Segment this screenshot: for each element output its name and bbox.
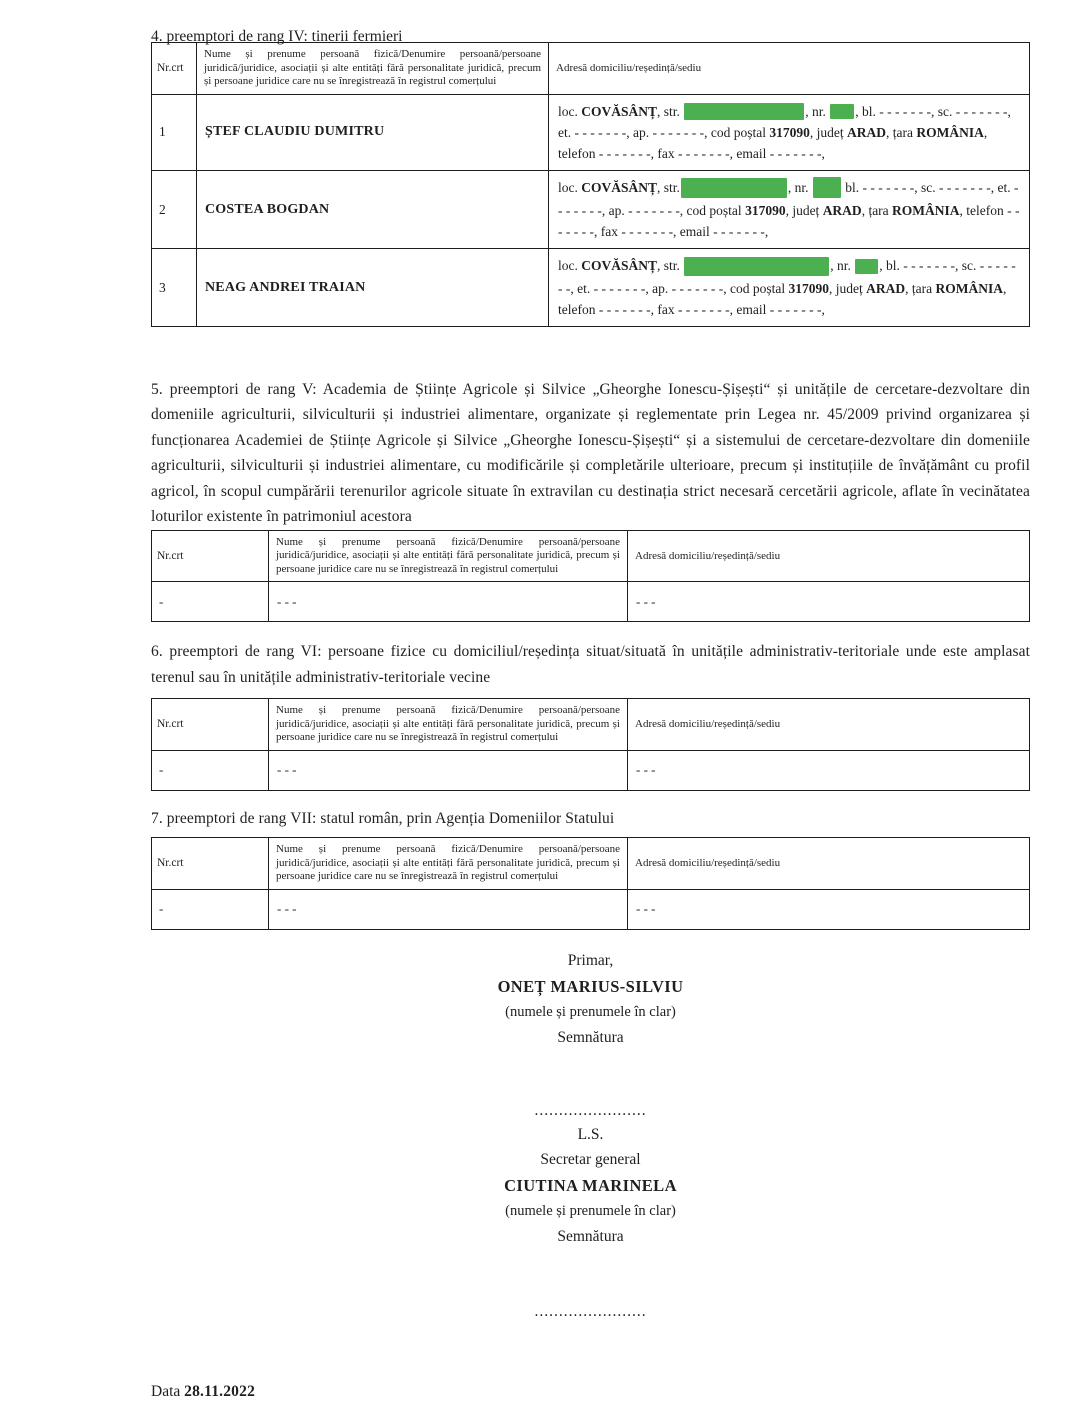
preemptor-name: - - -: [269, 750, 628, 790]
redaction-box: [684, 257, 829, 276]
address-text: , județ: [809, 124, 848, 140]
address-bold-text: 317090: [788, 280, 830, 296]
header-address: Adresă domiciliu/reședință/sediu: [628, 530, 1030, 582]
address-text: loc.: [558, 179, 582, 195]
header-address: Adresă domiciliu/reședință/sediu: [628, 699, 1030, 751]
empty-table-row: [152, 582, 1030, 622]
header-name: Nume și prenume persoană fizică/Denumire persoană/persoane juridică/juridice, asociații și alte entități fără personalitate juridică, precum și persoane juridice care nu se înregistrează în registrul comerțului: [197, 43, 549, 95]
signature-label: Semnătura: [557, 1028, 624, 1046]
address-text: , str.: [657, 179, 680, 195]
address-text: , bl. - - - - - - -, sc. - - - - - - -, et. - - - - - - -, ap. - - - - - - -, cod poștal: [558, 103, 1011, 140]
address-text: bl. - - - - - - -, sc. - - - - - - -, et. - - - - - - -, ap. - - - - - - -, cod poștal: [558, 179, 1019, 219]
address-text: , telefon - - - - - - -, fax - - - - - - -, email - - - - - - -,: [558, 124, 988, 161]
address-text: , nr.: [805, 103, 830, 119]
table-header-row: [152, 838, 1030, 890]
preemptor-address: - - -: [628, 582, 1030, 622]
header-address: Adresă domiciliu/reședință/sediu: [628, 838, 1030, 890]
address-bold-text: COVĂSÂNȚ: [581, 103, 658, 119]
address-text: , județ: [785, 203, 823, 219]
rank5-preemptors-table: [151, 530, 1030, 623]
secretar-title: Secretar general: [540, 1150, 641, 1168]
preemptor-name: COSTEA BOGDAN: [197, 170, 549, 248]
address-bold-text: ROMÂNIA: [935, 280, 1004, 296]
clipped-heading-text: 4. preemptori de rang IV: tinerii fermieri: [151, 28, 403, 45]
preemptor-name: NEAG ANDREI TRAIAN: [197, 249, 549, 326]
address-bold-text: COVĂSÂNȚ: [581, 179, 658, 195]
name-note: (numele și prenumele în clar): [505, 1003, 676, 1020]
address-bold-text: ROMÂNIA: [892, 203, 960, 219]
ls-label: L.S.: [577, 1125, 604, 1143]
address-text: loc.: [558, 103, 582, 119]
header-address: Adresă domiciliu/reședință/sediu: [549, 43, 1030, 95]
address-bold-text: 317090: [769, 124, 810, 140]
redaction-box: [684, 103, 804, 120]
preemptor-name: - - -: [269, 889, 628, 929]
redaction-box: [681, 178, 787, 198]
address-bold-text: COVĂSÂNȚ: [581, 258, 658, 274]
address-text: , str.: [657, 103, 684, 119]
preemptor-name: - - -: [269, 582, 628, 622]
table-row: [152, 94, 1030, 170]
address-text: , țara: [905, 280, 936, 296]
address-text: , nr.: [787, 179, 812, 195]
redaction-box: [830, 104, 854, 119]
table-header-row: [152, 43, 1030, 95]
row-number: 2: [152, 170, 197, 248]
rank6-preemptors-table: [151, 698, 1030, 791]
address-bold-text: 317090: [745, 203, 786, 219]
date-line: [151, 1383, 1030, 1401]
address-text: , țara: [886, 124, 917, 140]
address-text: , str.: [657, 258, 684, 274]
signature-label: Semnătura: [557, 1227, 624, 1245]
header-nr-crt: Nr.crt: [152, 43, 197, 95]
document-content: [151, 0, 1030, 1401]
address-text: , țara: [861, 203, 893, 219]
address-text: loc.: [558, 258, 582, 274]
row-number: -: [152, 889, 269, 929]
date-value: 28.11.2022: [184, 1382, 256, 1400]
header-name: Nume și prenume persoană fizică/Denumire persoană/persoane juridică/juridice, asociații și alte entități fără personalitate juridică, precum și persoane juridice care nu se înregistrează în registrul comerțului: [269, 838, 628, 890]
table-row: [152, 249, 1030, 326]
primar-name: ONEȚ MARIUS-SILVIU: [497, 976, 684, 996]
rank4-preemptors-table: [151, 42, 1030, 327]
section-rank6-paragraph: 6. preemptori de rang VI: persoane fizice cu domiciliul/reședința situat/situată în unitățile administrativ-teritoriale unde este amplasat terenul sau în unitățile administrativ-teritoriale vecine: [151, 643, 1030, 686]
address-bold-text: ROMÂNIA: [916, 124, 984, 140]
primar-title: Primar,: [567, 951, 614, 969]
row-number: 1: [152, 94, 197, 170]
address-text: , bl. - - - - - - -, sc. - - - - - - -, et. - - - - - - -, ap. - - - - - - -, cod poștal: [558, 258, 1016, 296]
row-number: -: [152, 750, 269, 790]
signature-dots: .......................: [534, 1302, 647, 1320]
address-text: , telefon - - - - - - -, fax - - - - - - -, email - - - - - - -,: [558, 280, 1007, 317]
address-bold-text: ARAD: [866, 280, 906, 296]
signature-dots: .......................: [534, 1101, 647, 1119]
date-label: Data: [151, 1382, 181, 1400]
address-bold-text: ARAD: [847, 124, 887, 140]
address-text: , județ: [829, 280, 867, 296]
preemptor-address: [549, 170, 1030, 248]
row-number: 3: [152, 249, 197, 326]
address-text: , nr.: [830, 258, 855, 274]
address-bold-text: ARAD: [822, 203, 862, 219]
secretar-name: CIUTINA MARINELA: [504, 1175, 677, 1195]
empty-table-row: [152, 750, 1030, 790]
header-name: Nume și prenume persoană fizică/Denumire persoană/persoane juridică/juridice, asociații și alte entități fără personalitate juridică, precum și persoane juridice care nu se înregistrează în registrul comerțului: [269, 530, 628, 582]
address-text: , telefon - - - - - - -, fax - - - - - - -, email - - - - - - -,: [558, 203, 1020, 240]
preemptor-address: [549, 94, 1030, 170]
redaction-box: [855, 259, 878, 274]
header-nr-crt: Nr.crt: [152, 838, 269, 890]
preemptor-address: - - -: [628, 750, 1030, 790]
rank7-preemptors-table: [151, 837, 1030, 930]
table-header-row: [152, 699, 1030, 751]
header-name: Nume și prenume persoană fizică/Denumire persoană/persoane juridică/juridice, asociații și alte entități fără personalitate juridică, precum și persoane juridice care nu se înregistrează în registrul comerțului: [269, 699, 628, 751]
table-row: [152, 170, 1030, 248]
header-nr-crt: Nr.crt: [152, 530, 269, 582]
clipped-section-heading-rank4: [151, 26, 1030, 45]
preemptor-address: [549, 249, 1030, 326]
preemptor-name: ȘTEF CLAUDIU DUMITRU: [197, 94, 549, 170]
redaction-box: [813, 177, 841, 198]
section-rank5-paragraph: 5. preemptori de rang V: Academia de Științe Agricole și Silvice „Gheorghe Ionescu-Șișești“ și unitățile de cercetare-dezvoltare din domeniile agriculturii, silviculturii și industriei alimentare, organizate și reglementate prin Legea nr. 45/2009 privind organizarea și funcționarea Academiei de Științe Agricole și Silvice „Gheorghe Ionescu-Șișești“ și a sistemului de cercetare-dezvoltare din domeniile agriculturii, silviculturii și industriei alimentare, cu modificările și completările ulterioare, precum și instituțiile de învățământ cu profil agricol, în scopul cumpărării terenurilor agricole situate în extravilan cu destinația strict necesară cercetării agricole, aflate în vecinătatea loturilor existente în patrimoniul acestora: [151, 380, 1030, 526]
signature-block: [151, 948, 1030, 1323]
preemptor-address: - - -: [628, 889, 1030, 929]
table-header-row: [152, 530, 1030, 582]
section-rank7-paragraph: 7. preemptori de rang VII: statul român, prin Agenția Domeniilor Statului: [151, 809, 615, 827]
name-note: (numele și prenumele în clar): [505, 1202, 676, 1219]
row-number: -: [152, 582, 269, 622]
empty-table-row: [152, 889, 1030, 929]
header-nr-crt: Nr.crt: [152, 699, 269, 751]
